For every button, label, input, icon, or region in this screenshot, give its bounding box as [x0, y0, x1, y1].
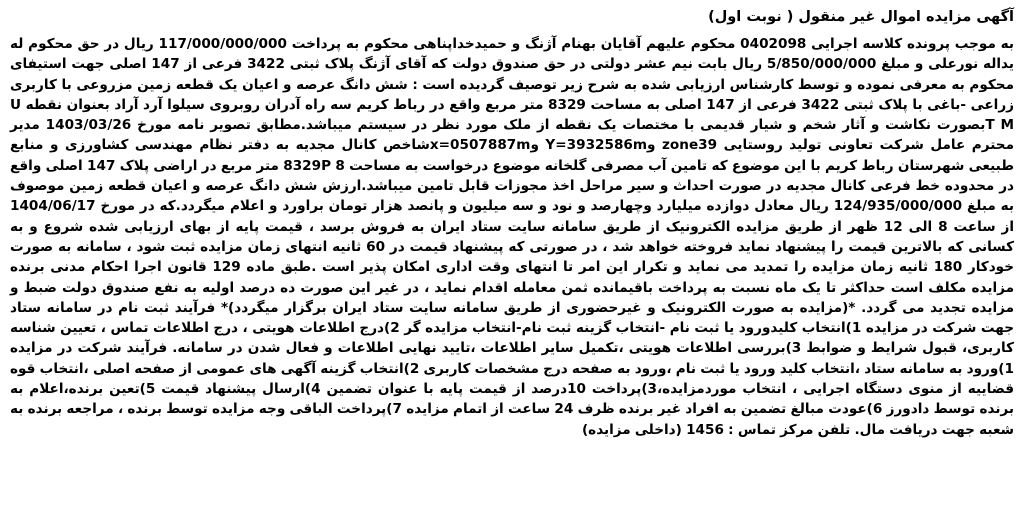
notice-title: آگهی مزایده اموال غیر منقول ( نوبت اول)	[708, 9, 1014, 25]
notice-body: به موجب پرونده کلاسه اجرایی 0402098 محکوم علیهم آقایان بهنام آژنگ و حمیدخداپناهی محکوم به پرداخت 117/000/000/000 ریال در حق محکوم له یداله نورعلی و مبلغ 5/850/000/000 ریال بابت نیم عشر دولتی در حق صندوق دولت که آقای آژنگ پلاک ثبتی 3422 فرعی از 147 اصلی جهت استیفای محکوم به معرفی نموده و توسط کارشناس ارزیابی شده به شرح زیر توصیف گردیده است : شش دانگ عرصه و اعیان یک قطعه زمین مزروعی با کاربری زراعی -باغی با پلاک ثبتی 3422 فرعی از 147 اصلی به مساحت 8329 متر مربع واقع در رباط کریم سه راه آدران روبروی سیلوا آرد آراد بعنوان نقطه U T Mبصورت نکاشت و آثار شخم و شیار قدیمی با مختصات یک نقطه از ملک مورد نظر در سیستم میباشد.مطابق تصویر نامه مورخ 1403/03/26 مدیر محترم عامل شرکت تعاونی تولید روستایی zone39 وY=3932586m وx=0507887mشاخص کانال مجدیه به دفتر نظام مهندسی کشاورزی و منابع طبیعی شهرستان رباط کریم با این موضوع که تامین آب مصرفی گلخانه موضوع درخواست به مساحت 8329P 8 متر مربع در اراضی پلاک 147 اصلی واقع در محدوده خط فرعی کانال مجدیه در صورت احداث و سیر مراحل اخذ مجوزات قابل تامین میباشد.ارزش شش دانگ عرصه و اعیان قطعه زمین موصوف به مبلغ 124/935/000/000 ریال معادل دوازده میلیارد وچهارصد و نود و سه میلیون و پانصد هزار تومان براورد و اعلام میگردد.که در مورخ 1404/06/17 از ساعت 8 الی 12 ظهر از طریق مزایده الکترونیک از طریق سامانه سایت ستاد ایران به فروش برسد ، قیمت پایه از بهای ارزیابی شده شروع و به کسانی که بالاترین قیمت را پیشنهاد نماید فروخته خواهد شد ، در صورتی که پیشنهاد قیمت در 60 ثانیه انتهای زمان مزایده ثبت شود ، سامانه به صورت خودکار 180 ثانیه زمان مزایده را تمدید می نماید و تکرار این امر تا انتهای وقت اداری امکان پذیر است .طبق ماده 129 قانون اجرا احکام مدنی برنده مزایده مکلف است حداکثر تا یک ماه نسبت به پرداخت باقیمانده ثمن معامله اقدام نماید ، در غیر این صورت ده درصد اولیه به نفع صندوق دولت ضبط و مزایده تجدید می گردد. *(مزایده به صورت الکترونیک و غیرحضوری از طریق سامانه سایت ستاد ایران برگزار میگردد)* فرآیند ثبت نام در سامانه ستاد جهت شرکت در مزایده 1)انتخاب کلیدورود یا ثبت نام -انتخاب گزینه ثبت نام-انتخاب مزایده گر 2)درج اطلاعات هویتی ، درج اطلاعات تماس ، تعیین شناسه کاربری، قبول شرایط و ضوابط 3)بررسی اطلاعات هویتی ،تکمیل سایر اطلاعات ،تایید نهایی اطلاعات و فعال شدن در سامانه. فرآیند شرکت در مزایده 1)ورود به سامانه ستاد ،انتخاب کلید ورود یا ثبت نام ،ورود به صفحه درج مشخصات کاربری 2)انتخاب گزینه آگهی های عمومی از صفحه اصلی ،انتخاب قوه قضاییه از منوی دستگاه اجرایی ، انتخاب موردمزایده،3)پرداخت 10درصد از قیمت پایه با عنوان تضمین 4)ارسال پیشنهاد قیمت 5)تعین برنده،اعلام به برنده توسط دادورز 6)عودت مبالغ تضمین به افراد غیر برنده ظرف 24 ساعت از اتمام مزایده 7)پرداخت الباقی وجه مزایده توسط برنده ، مراجعه برنده به شعبه جهت دریافت مال. تلفن مرکز تماس : 1456 (داخلی مزایده)	[10, 36, 1015, 438]
